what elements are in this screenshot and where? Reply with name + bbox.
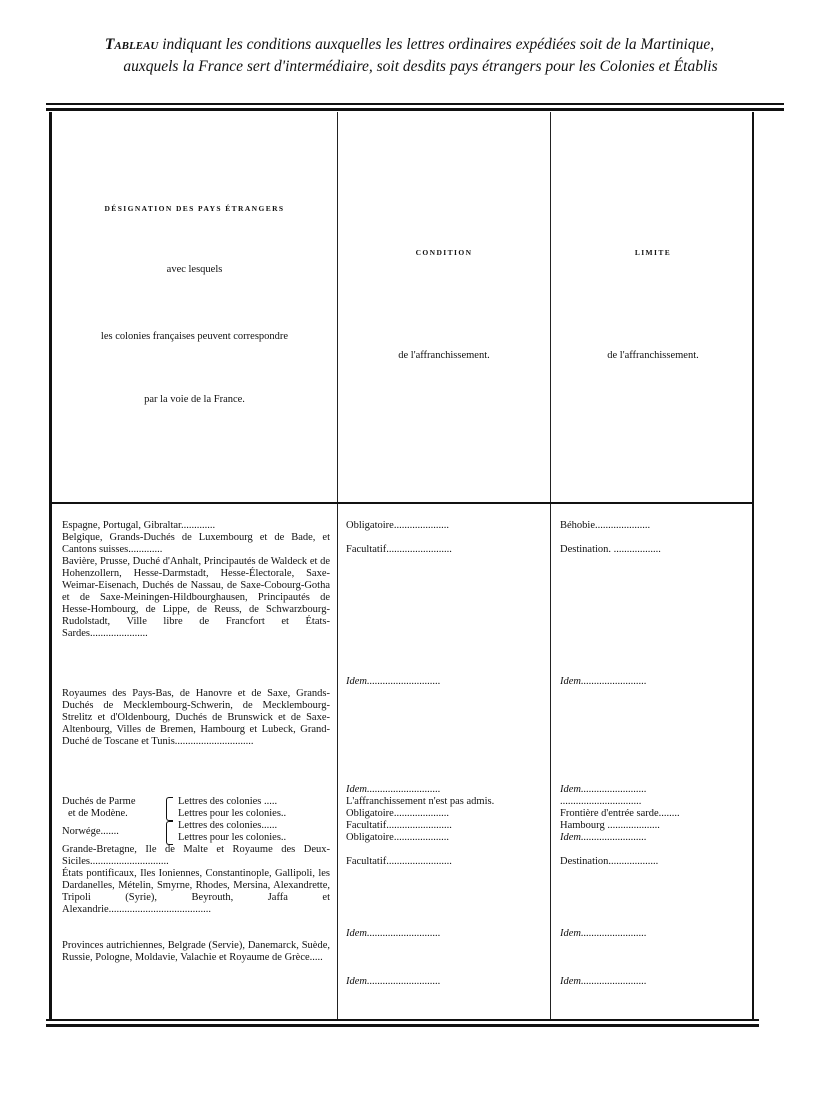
table-row-country: Royaumes des Pays-Bas, de Hanovre et de Saxe, Grands-Duchés de Mecklembourg-Schwerin, de Mecklembourg-Strelitz et d'Oldenbourg, Duchés de Brunswick et de Saxe-Altenbourg, Villes de Bremen, Hambourg et Lubeck, Grand-Duché de Toscane et Tunis..............................	[62, 688, 330, 747]
parme-limite-1: ...............................	[560, 796, 642, 807]
top-rule-thin	[46, 103, 784, 105]
title-line-1-rest: indiquant les conditions auxquelles les lettres ordinaires expédiées soit de la Martinique,	[158, 36, 715, 53]
table-row-condition: Idem............................	[346, 976, 441, 987]
table-row-condition: Idem............................	[346, 784, 441, 795]
brace-icon	[166, 797, 173, 821]
table-row-limite: Idem.........................	[560, 676, 647, 687]
header-voie-france: par la voie de la France.	[144, 394, 245, 405]
parme-condition-1: L'affranchissement n'est pas admis.	[346, 796, 495, 807]
norwege-limite-1: Hambourg ....................	[560, 820, 660, 831]
title-line-1	[0, 34, 819, 56]
table-row-country: États pontificaux, Iles Ioniennes, Constantinople, Gallipoli, les Dardanelles, Mételin, Smyrne, Rhodes, Mersina, Alexandrette, Tripoli (Syrie), Beyrouth, Jaffa et Alexandrie.......................................	[62, 868, 330, 915]
norwege-sub-2: Lettres pour les colonies..	[178, 832, 287, 843]
table-row-condition: Facultatif.........................	[346, 544, 452, 555]
table-row-condition: Obligatoire.....................	[346, 520, 449, 531]
title-lead-word: Tableau	[104, 36, 159, 53]
header-condition-sub: de l'affranchissement.	[398, 350, 490, 361]
column-limite	[551, 112, 755, 1019]
table-row-condition: Idem............................	[346, 676, 441, 687]
postal-table	[49, 112, 754, 1019]
bottom-rule-thick	[46, 1024, 759, 1027]
header-separator	[52, 502, 752, 504]
parme-condition-2: Obligatoire.....................	[346, 808, 449, 819]
table-row-country: Belgique, Grands-Duchés de Luxembourg et de Bade, et Cantons suisses.............	[62, 532, 330, 555]
column-condition	[338, 112, 551, 1019]
page-title	[0, 34, 819, 78]
brace-icon	[166, 821, 173, 845]
table-row-country: Grande-Bretagne, Ile de Malte et Royaume des Deux-Siciles..............................	[62, 844, 330, 867]
norwege-label: Norwége.......	[62, 826, 119, 837]
norwege-limite-2: Idem.........................	[560, 832, 647, 843]
top-rule-thick	[46, 108, 784, 111]
bottom-rule-thin	[46, 1019, 759, 1021]
parme-label-2: et de Modène.	[68, 808, 128, 819]
norwege-condition-2: Obligatoire.....................	[346, 832, 449, 843]
table-row-country: Provinces autrichiennes, Belgrade (Servie), Danemarck, Suède, Russie, Pologne, Moldavie, Valachie et Royaume de Grèce.....	[62, 940, 330, 963]
table-row-limite: Idem.........................	[560, 784, 647, 795]
table-row-condition: Idem............................	[346, 928, 441, 939]
table-row-limite: Idem.........................	[560, 928, 647, 939]
table-row-limite: Destination. ..................	[560, 544, 661, 555]
header-designation: DÉSIGNATION DES PAYS ÉTRANGERS	[104, 204, 285, 213]
table-row-limite: Idem.........................	[560, 976, 647, 987]
table-row-condition: Facultatif.........................	[346, 856, 452, 867]
parme-label-1: Duchés de Parme	[62, 796, 136, 807]
header-limite-sub: de l'affranchissement.	[607, 350, 699, 361]
title-line-2: auxquels la France sert d'intermédiaire, soit desdits pays étrangers pour les Colonies et Établis	[123, 58, 718, 75]
parme-sub-2: Lettres pour les colonies..	[178, 808, 287, 819]
table-row-limite: Destination...................	[560, 856, 659, 867]
parme-limite-2: Frontière d'entrée sarde........	[560, 808, 680, 819]
header-avec-lesquels: avec lesquels	[166, 264, 223, 275]
table-row-country: Bavière, Prusse, Duché d'Anhalt, Principautés de Waldeck et de Hohenzollern, Hesse-Darmstadt, Hesse-Électorale, Saxe-Weimar-Eisenach, Duchés de Nassau, de Saxe-Cobourg-Gotha et de Saxe-Meiningen-Hildbourghausen, Principautés de Hesse-Hombourg, de Lippe, de Reuss, de Schwarzbourg-Rudolstadt, Ville libre de Francfort et États-Sardes......................	[62, 556, 330, 639]
header-colonies: les colonies françaises peuvent correspondre	[100, 331, 289, 342]
table-row-limite: Béhobie.....................	[560, 520, 651, 531]
header-limite: LIMITE	[634, 248, 672, 257]
norwege-condition-1: Facultatif.........................	[346, 820, 452, 831]
table-row-norwege	[62, 820, 337, 844]
table-row-parme	[62, 796, 337, 820]
norwege-sub-1: Lettres des colonies......	[178, 820, 278, 831]
header-condition: CONDITION	[415, 248, 473, 257]
table-row-country: Espagne, Portugal, Gibraltar.............	[62, 520, 216, 531]
parme-sub-1: Lettres des colonies .....	[178, 796, 278, 807]
